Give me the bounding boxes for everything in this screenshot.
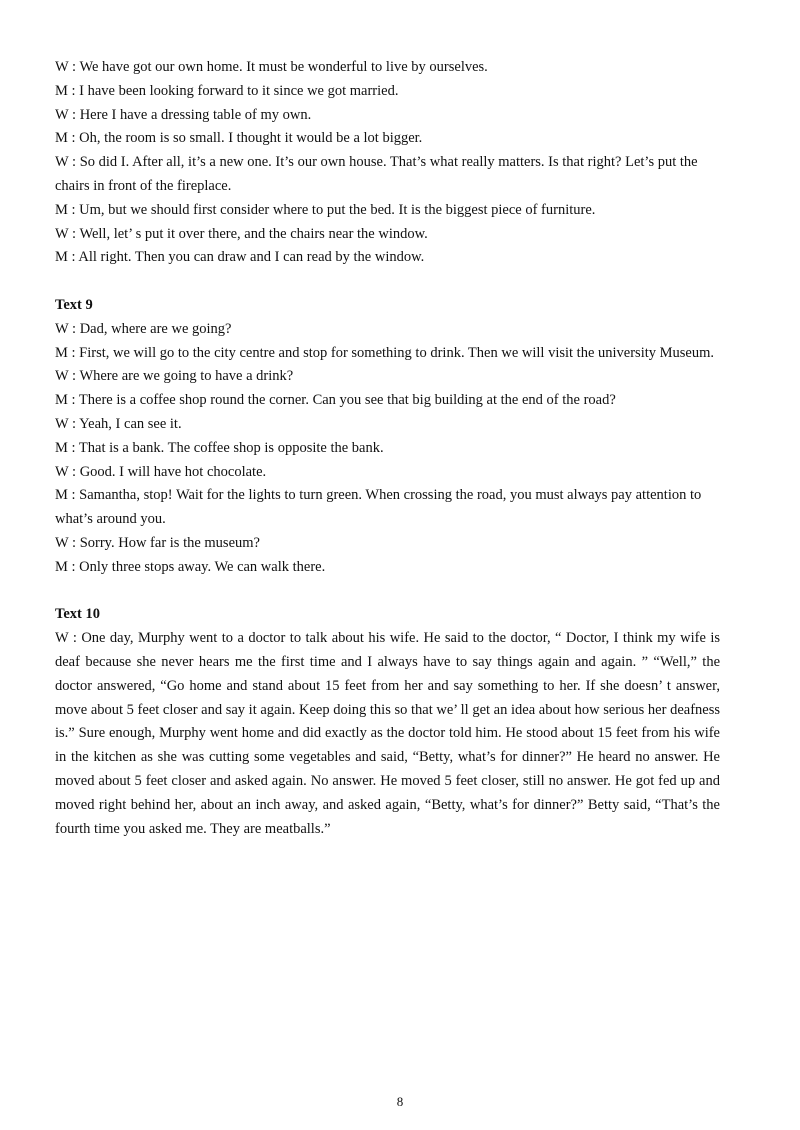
dialogue-line: M : There is a coffee shop round the corner. Can you see that big building at the end of the road?: [55, 392, 616, 409]
dialogue-line: W : Sorry. How far is the museum?: [55, 534, 260, 551]
story-paragraph: W : One day, Murphy went to a doctor to talk about his wife. He said to the doctor, “ Doctor, I think my wife is deaf because she never hears me the first time and I always have to say things again and again. ” “Well,” the doctor answered, “Go home and stand about 15 feet from her and say something to her. If she doesn’ t answer, move about 5 feet closer and say it again. Keep doing this so that we’ ll get an idea about how serious her deafness is.” Sure enough, Murphy went home and did exactly as the doctor told him. He stood about 15 feet from his wife in the kitchen as she was cutting some vegetables and said, “Betty, what’s for dinner?” He heard no answer. He moved about 5 feet closer and asked again. No answer. He moved 5 feet closer, still no answer. He got fed up and moved right behind her, about an inch away, and asked again, “Betty, what’s for dinner?” Betty said, “That’s the fourth time you asked me. They are meatballs.”: [55, 630, 720, 837]
dialogue-line: M : Only three stops away. We can walk there.: [55, 558, 326, 575]
dialogue-line: M : Oh, the room is so small. I thought it would be a lot bigger.: [55, 130, 423, 147]
dialogue-line: M : Um, but we should first consider where to put the bed. It is the biggest piece of furniture.: [55, 201, 596, 218]
dialogue-line: M : All right. Then you can draw and I can read by the window.: [55, 249, 425, 266]
dialogue-line: M : First, we will go to the city centre and stop for something to drink. Then we will visit the university Museum.: [55, 344, 714, 361]
section-heading: Text 10: [55, 606, 100, 623]
page-number: 8: [396, 1094, 404, 1109]
monologue-text-10: [55, 603, 720, 841]
dialogue-text-9: [55, 294, 720, 580]
dialogue-line: M : Samantha, stop! Wait for the lights to turn green. When crossing the road, you must always pay attention to what’s around you.: [55, 487, 702, 528]
dialogue-line: M : I have been looking forward to it since we got married.: [55, 82, 399, 99]
document-body: [55, 56, 720, 841]
dialogue-line: M : That is a bank. The coffee shop is opposite the bank.: [55, 439, 384, 456]
dialogue-line: W : Where are we going to have a drink?: [55, 368, 294, 385]
section-heading: Text 9: [55, 296, 93, 313]
dialogue-line: W : Here I have a dressing table of my own.: [55, 106, 312, 123]
dialogue-line: W : Dad, where are we going?: [55, 320, 232, 337]
dialogue-line: W : Good. I will have hot chocolate.: [55, 463, 267, 480]
dialogue-line: W : So did I. After all, it’s a new one. It’s our own house. That’s what really matters. Is that right? Let’s put the chairs in front of the fireplace.: [55, 154, 698, 194]
dialogue-line: W : Well, let’ s put it over there, and the chairs near the window.: [55, 225, 428, 242]
dialogue-line: W : Yeah, I can see it.: [55, 415, 182, 432]
dialogue-text-8: [55, 56, 720, 270]
dialogue-line: W : We have got our own home. It must be wonderful to live by ourselves.: [55, 59, 488, 75]
